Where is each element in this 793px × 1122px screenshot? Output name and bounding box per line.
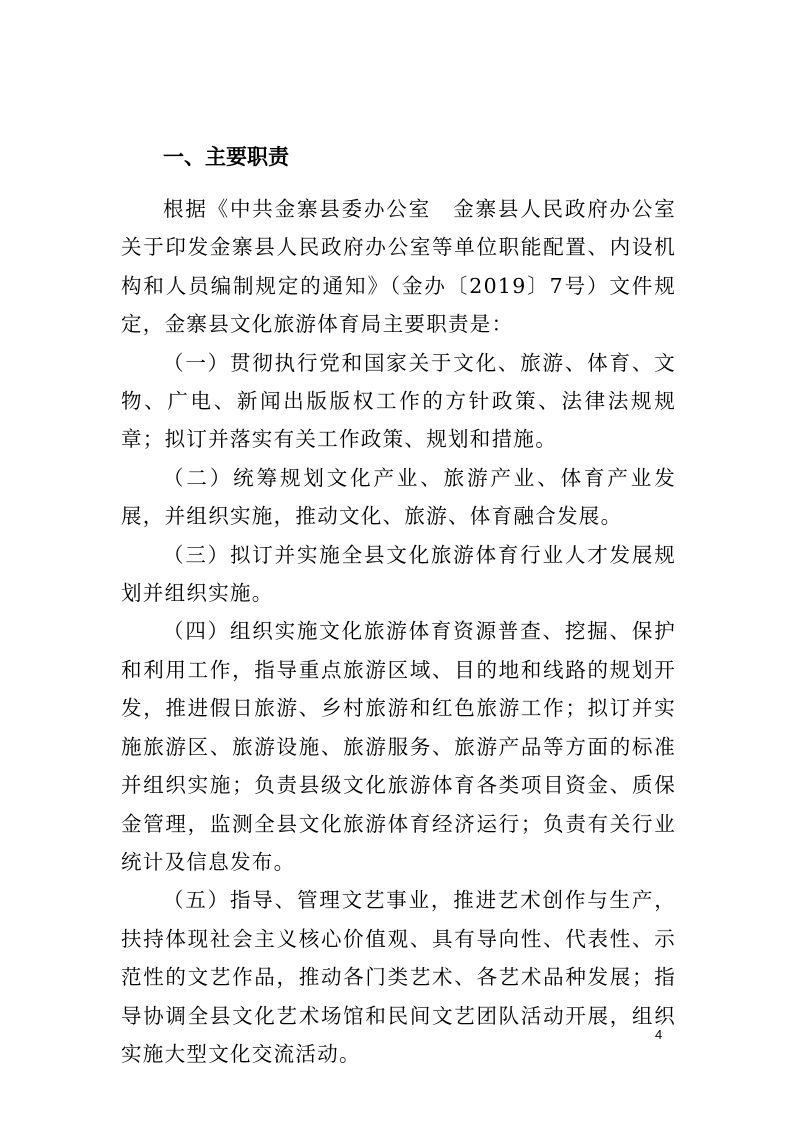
section-heading: 一、主要职责: [163, 145, 289, 169]
intro-paragraph: 根据《中共金寨县委办公室 金寨县人民政府办公室关于印发金寨县人民政府办公室等单位职能配置、内设机构和人员编制规定的通知》（金办〔2019〕7号）文件规定，金寨县文化旅游体育局主要职责是：: [121, 197, 676, 337]
duty-item-1: （一）贯彻执行党和国家关于文化、旅游、体育、文物、广电、新闻出版版权工作的方针政策、法律法规规章；拟订并落实有关工作政策、规划和措施。: [121, 350, 676, 452]
duty-item-5: （五）指导、管理文艺事业，推进艺术创作与生产，扶持体现社会主义核心价值观、具有导向性、代表性、示范性的文艺作品，推动各门类艺术、各艺术品种发展；指导协调全县文化艺术场馆和民间文艺团队活动开展，组织实施大型文化交流活动。: [121, 888, 676, 1066]
document-body: [121, 190, 676, 1073]
page-number: 4: [655, 1027, 663, 1042]
duty-item-4: （四）组织实施文化旅游体育资源普查、挖掘、保护和利用工作，指导重点旅游区域、目的地和线路的规划开发，推进假日旅游、乡村旅游和红色旅游工作；拟订并实施旅游区、旅游设施、旅游服务、旅游产品等方面的标准并组织实施；负责县级文化旅游体育各类项目资金、质保金管理，监测全县文化旅游体育经济运行；负责有关行业统计及信息发布。: [121, 619, 676, 874]
duty-item-2: （二）统筹规划文化产业、旅游产业、体育产业发展，并组织实施，推动文化、旅游、体育融合发展。: [121, 465, 676, 529]
duty-item-3: （三）拟订并实施全县文化旅游体育行业人才发展规划并组织实施。: [121, 542, 676, 606]
